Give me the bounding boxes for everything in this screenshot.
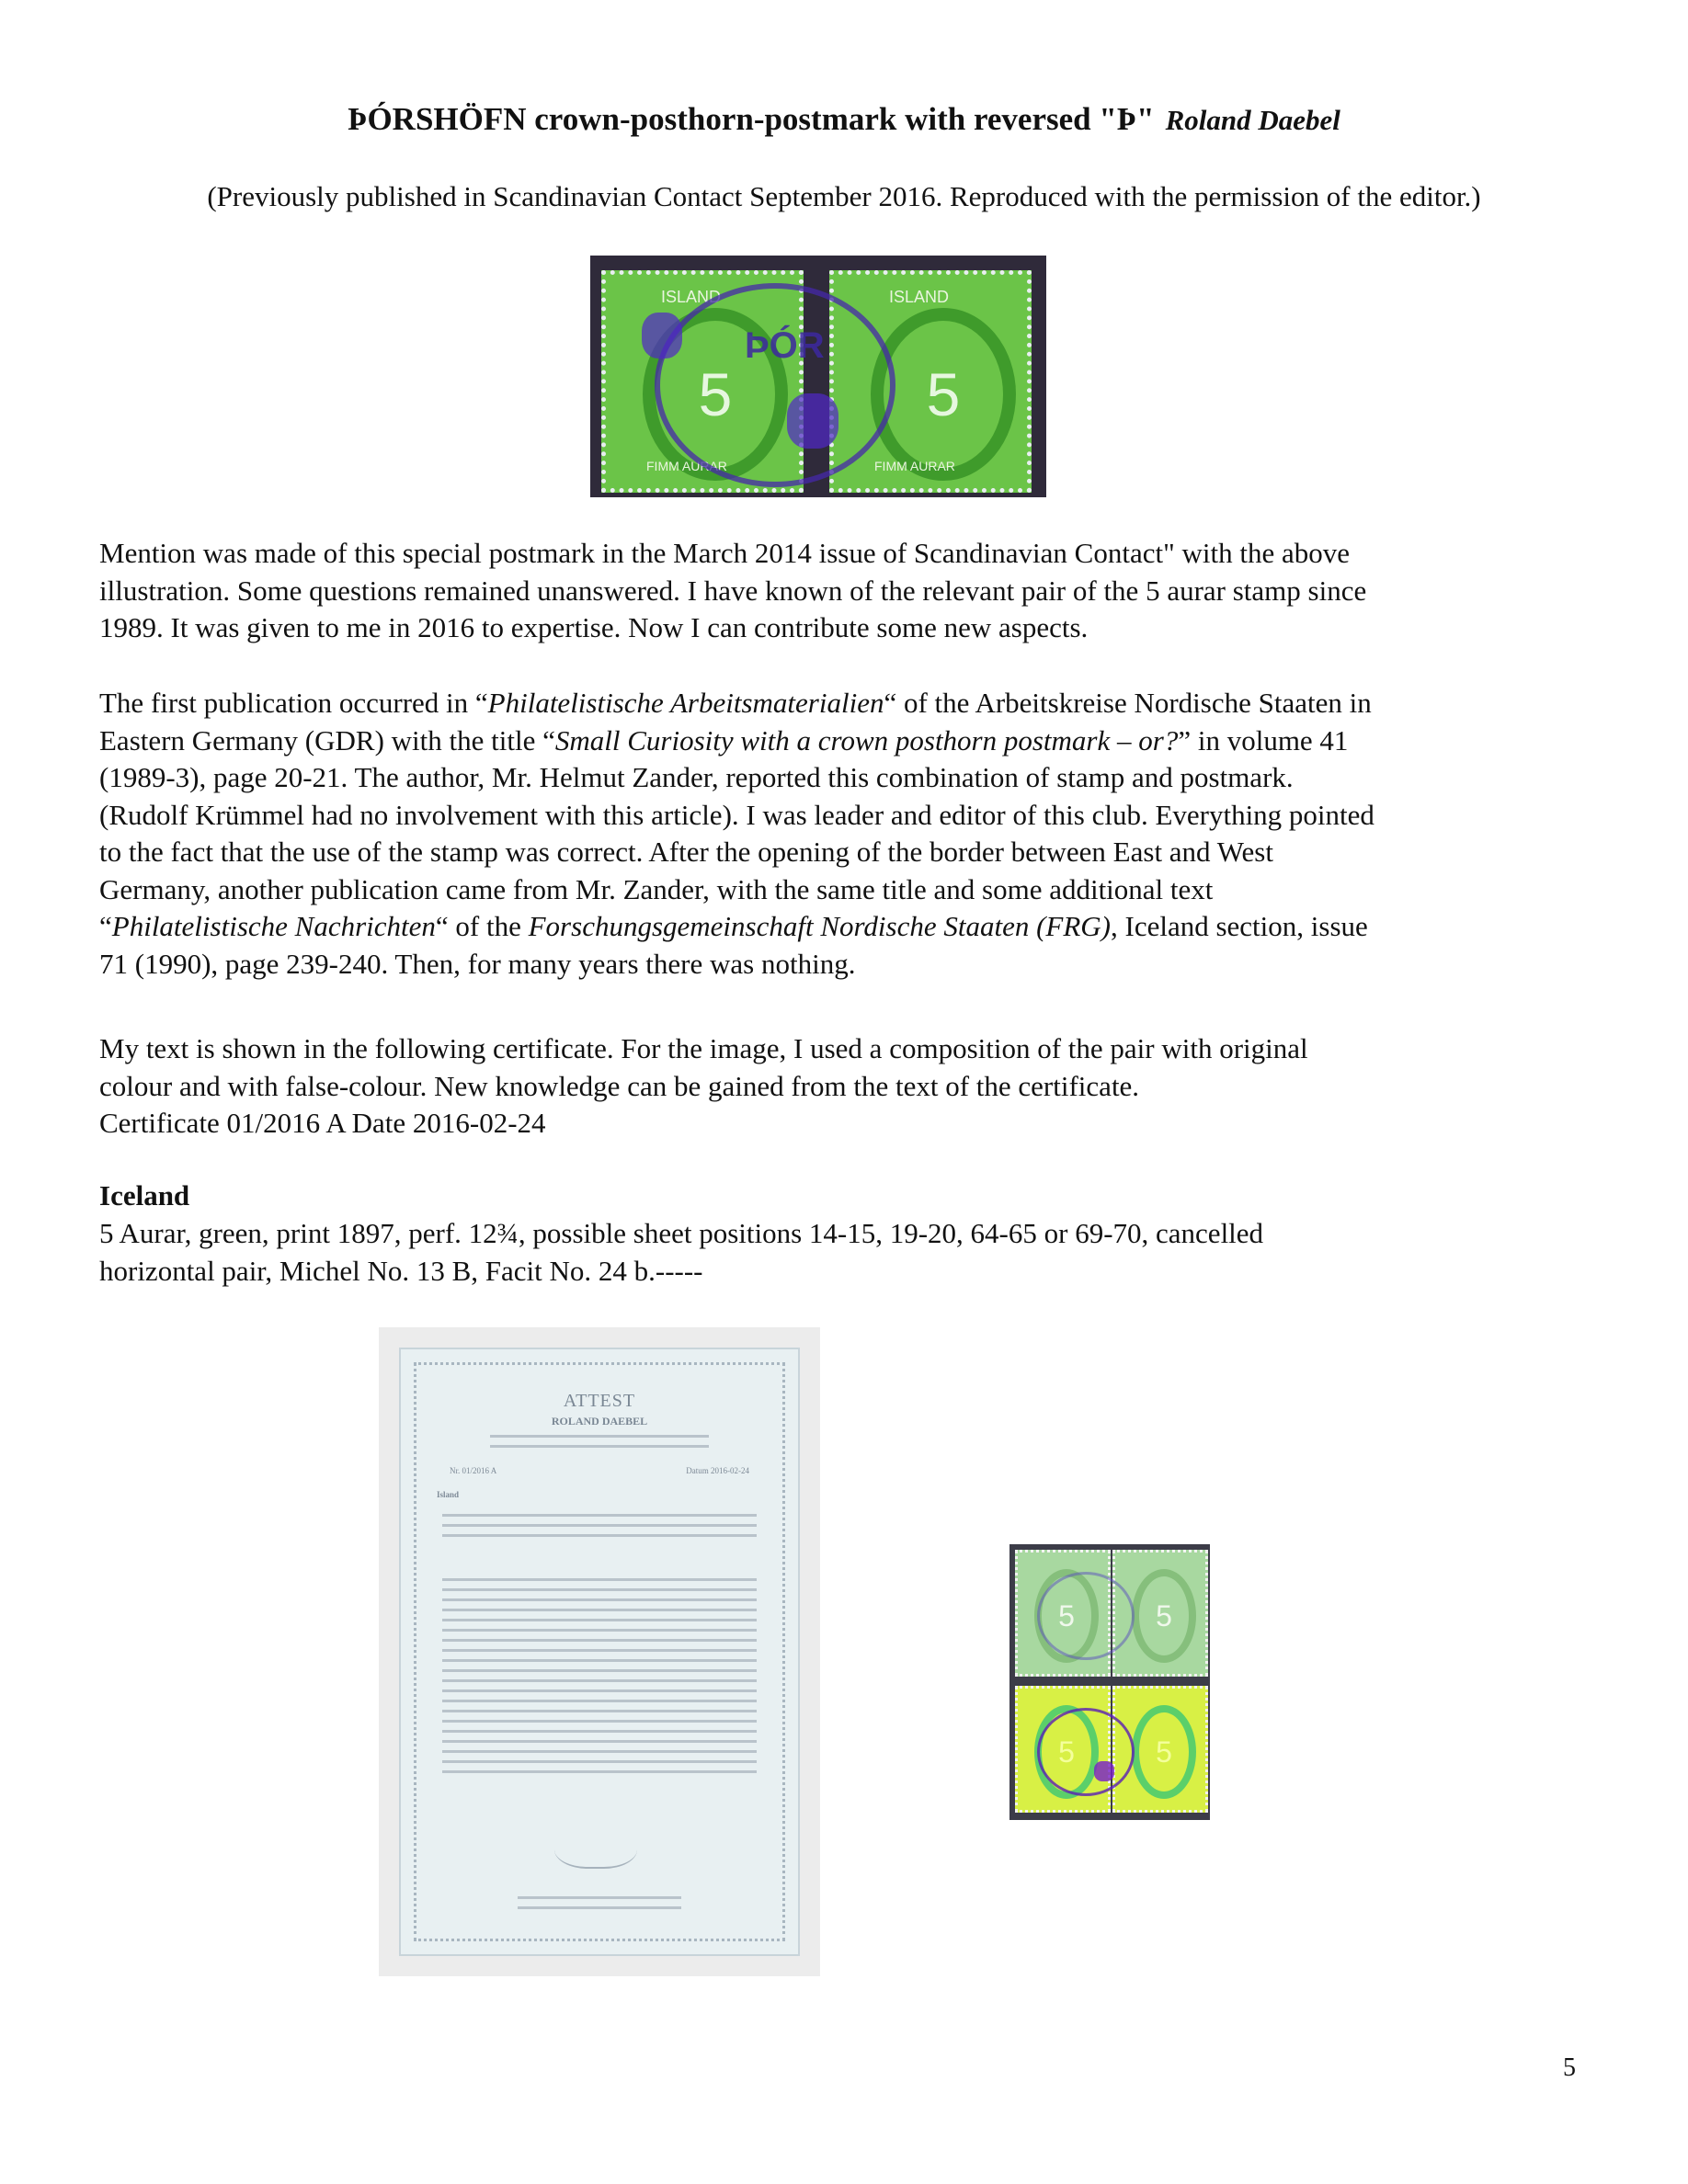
page-number: 5 [1563,2053,1576,2082]
certificate-section: Island [437,1490,460,1499]
text-line: Mention was made of this special postmark in the March 2014 issue of Scandinavian Contact" with the above [99,537,1350,569]
stamp-value-text: FIMM AURAR [646,459,727,473]
postmark-crown-blot [1094,1761,1114,1781]
date-group [686,1466,749,1475]
text-line: 5 Aurar, green, print 1897, perf. 12¾, possible sheet positions 14-15, 19-20, 64-65 or 69-70, cancelled [99,1217,1264,1249]
issuer-address-lines [490,1435,709,1455]
certificate-reference: Certificate 01/2016 A Date 2016-02-24 [99,1107,546,1139]
certificate-stamp-panel [820,1327,1295,1976]
postmark-ink-blot [642,313,682,358]
certificate-number: 01/2016 A [462,1466,497,1475]
text-span: , Iceland section, issue [1111,910,1368,942]
postmark-text: ÞÓR [745,325,825,366]
certificate-description-lines [442,1514,757,1544]
title-text: ÞÓRSHÖFN crown-posthorn-postmark with reversed "Þ" [348,101,1155,137]
postmark-ring-original [1037,1572,1135,1660]
date-label: Datum [686,1466,709,1475]
article-title [0,101,1688,138]
stamp-pair-photo [590,256,1046,497]
certificate-image [379,1327,1295,1976]
stamp-composition [1009,1544,1210,1820]
certificate-title: ATTEST [563,1391,636,1411]
text-line: My text is shown in the following certificate. For the image, I used a composition of the pair with original [99,1032,1308,1064]
publication-note: (Previously published in Scandinavian Contact September 2016. Reproduced with the permission of the editor.) [207,180,1481,212]
text-span: “ of the Arbeitskreise Nordische Staaten in [884,687,1372,719]
certificate-issuer: ROLAND DAEBEL [551,1415,648,1428]
postmark-ring [655,283,895,487]
publication-title: Philatelistische Nachrichten [111,910,436,942]
text-line: 71 (1990), page 239-240. Then, for many years there was nothing. [99,947,856,980]
text-line: colour and with false-colour. New knowledge can be gained from the text of the certificate. [99,1069,1140,1102]
stamp-country-text: ISLAND [661,288,722,306]
text-line: (Rudolf Krümmel had no involvement with this article). I was leader and editor of this club. Everything pointed [99,798,1374,831]
stamp-value-text: FIMM AURAR [874,459,955,473]
certificate-number-row [450,1466,749,1475]
text-span: ” in volume 41 [1178,723,1349,756]
certificate-border [414,1362,785,1941]
number-label: Nr. [450,1466,461,1475]
stamp-oval: 5 [1034,1569,1099,1663]
certificate-paper [399,1348,800,1956]
text-line [99,722,1581,760]
text-line: to the fact that the use of the stamp was correct. After the opening of the border between East and West [99,836,1273,868]
author-name: Roland Daebel [1165,104,1340,136]
stamp-oval: 5 [1132,1569,1196,1663]
text-line [99,908,1581,946]
text-line: illustration. Some questions remained unanswered. I have known of the relevant pair of the 5 aurar stamp since [99,574,1367,607]
stamp-oval: 5 [1132,1705,1196,1799]
organisation-name: Forschungsgemeinschaft Nordische Staaten (FRG) [528,910,1112,942]
text-line: Germany, another publication came from Mr. Zander, with the same title and some additional text [99,872,1214,905]
text-line [99,685,1581,722]
certificate-footer-lines [518,1896,681,1917]
article-title-ref: Small Curiosity with a crown posthorn postmark – or? [554,723,1179,756]
publication-title: Philatelistische Arbeitsmaterialien [487,687,884,719]
paragraph-iceland [99,1215,1581,1290]
stamp-value: 5 [698,360,733,428]
text-span: “ [99,910,112,942]
text-span: The first publication occurred in “ [99,687,488,719]
certificate-date: 2016-02-24 [711,1466,749,1475]
text-line: (1989-3), page 20-21. The author, Mr. Helmut Zander, reported this combination of stamp and postmark. [99,761,1294,793]
text-span: “ of the [435,910,529,942]
text-span: Eastern Germany (GDR) with the title “ [99,723,555,756]
stamp-oval: 5 [1034,1705,1099,1799]
text-line: horizontal pair, Michel No. 13 B, Facit No. 24 b.----- [99,1254,703,1287]
paragraph-publication [99,685,1581,983]
certificate-body-lines [442,1578,757,1780]
stamp-value: 5 [926,360,961,428]
text-line: 1989. It was given to me in 2016 to expertise. Now I can contribute some new aspects. [99,611,1089,643]
postmark-ring-falsecolour [1037,1708,1135,1796]
signature-mark [554,1821,637,1869]
paragraph-intro [99,535,1581,647]
section-heading-iceland: Iceland [99,1179,190,1211]
stamp-country-text: ISLAND [889,288,950,306]
postmark-crown-blot [787,393,838,449]
paragraph-certificate [99,1030,1581,1143]
